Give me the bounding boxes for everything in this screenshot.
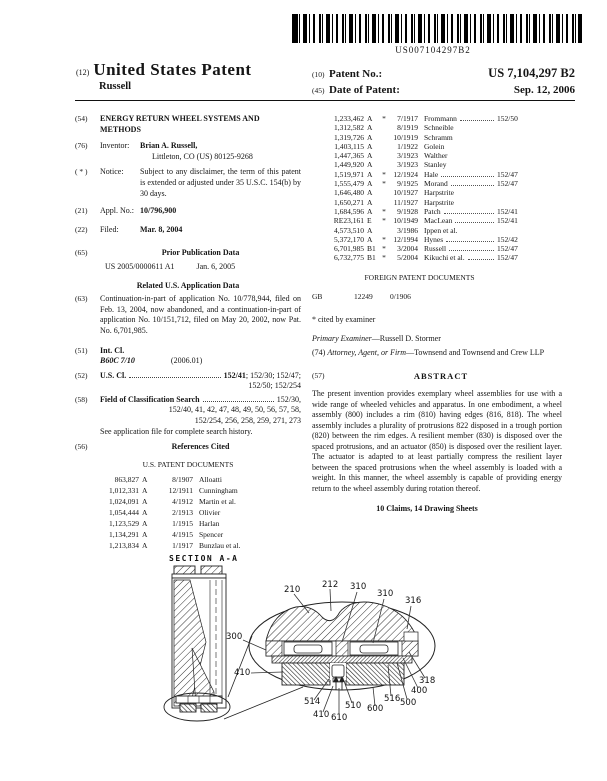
leader-dots bbox=[468, 259, 494, 260]
citation-name: Harlan bbox=[199, 519, 220, 529]
citation-kind: A bbox=[367, 123, 373, 133]
citation-kind: A bbox=[142, 486, 148, 496]
citation-kind: A bbox=[367, 132, 373, 142]
detail-view bbox=[249, 602, 435, 690]
citation-row bbox=[103, 475, 273, 486]
citation-kind: A bbox=[142, 540, 148, 550]
leader-dots bbox=[444, 213, 494, 214]
citation-kind: B1 bbox=[367, 253, 376, 263]
primary-examiner-line bbox=[312, 334, 575, 345]
citation-kind: A bbox=[142, 475, 148, 485]
leader-dots bbox=[129, 377, 220, 378]
attorney-line bbox=[312, 348, 575, 359]
citation-date: 8/1919 bbox=[397, 123, 418, 133]
citation-kind: A bbox=[367, 160, 373, 170]
uscl-label: U.S. Cl. bbox=[100, 370, 127, 380]
patent-no-label: Patent No.: bbox=[329, 68, 383, 80]
uscl-line2: 152/50; 152/254 bbox=[248, 381, 301, 391]
foreign-citation-row bbox=[312, 292, 575, 303]
related-tag: (63) bbox=[75, 294, 88, 304]
leader-dots bbox=[455, 222, 494, 223]
citation-name: Frommann bbox=[424, 114, 457, 123]
citation-kind: A bbox=[367, 151, 373, 161]
intcl-label: Int. Cl. bbox=[100, 345, 125, 355]
citation-date: 1/1922 bbox=[397, 141, 418, 151]
citation-kind: E bbox=[367, 216, 372, 226]
citation-number: 6,701,985 bbox=[334, 244, 364, 254]
citation-date: 8/1907 bbox=[172, 475, 193, 485]
citation-date: 12/1924 bbox=[393, 169, 418, 179]
prior-pub-heading: Prior Publication Data bbox=[161, 248, 240, 258]
citation-number: 1,134,291 bbox=[109, 529, 139, 539]
citation-number: 1,312,582 bbox=[334, 123, 364, 133]
citation-date: 10/1949 bbox=[393, 216, 418, 226]
date-of-patent-row bbox=[312, 84, 575, 96]
abstract-heading: ABSTRACT bbox=[413, 370, 469, 381]
citation-date: 12/1911 bbox=[168, 486, 193, 496]
citation-star: * bbox=[382, 206, 386, 216]
citation-name: Schneible bbox=[424, 123, 454, 133]
citation-date: 4/1912 bbox=[172, 497, 193, 507]
field-label: Field of Classification Search bbox=[100, 394, 200, 404]
citation-date: 7/1917 bbox=[397, 114, 418, 123]
citation-number: 1,319,726 bbox=[334, 132, 364, 142]
field-line3: 152/254, 256, 258, 259, 271, 273 bbox=[194, 416, 301, 426]
citation-date: 3/1923 bbox=[397, 160, 418, 170]
date-value: Sep. 12, 2006 bbox=[513, 84, 575, 96]
citation-name: Harpstrite bbox=[424, 197, 454, 207]
citation-name: Bunzlau et al. bbox=[199, 540, 241, 550]
citation-kind: A bbox=[367, 141, 373, 151]
ref-310a: 310 bbox=[350, 582, 367, 592]
citation-row bbox=[103, 508, 273, 519]
right-column bbox=[312, 114, 575, 515]
citation-number: 1,555,479 bbox=[334, 179, 364, 189]
int-cl-section bbox=[75, 346, 301, 367]
citation-star: * bbox=[382, 234, 386, 244]
uscl-tag: (52) bbox=[75, 370, 88, 380]
citation-row bbox=[312, 142, 527, 151]
citation-row bbox=[312, 114, 527, 123]
citation-star: * bbox=[382, 114, 386, 123]
citation-kind: A bbox=[142, 508, 148, 518]
cited-by-examiner-note: * cited by examiner bbox=[312, 314, 376, 324]
prior-pub-section bbox=[75, 248, 301, 259]
foreign-docs-heading: FOREIGN PATENT DOCUMENTS bbox=[364, 272, 475, 282]
citation-row bbox=[103, 530, 273, 541]
pub-date: Jan. 6, 2005 bbox=[196, 261, 236, 271]
references-heading: References Cited bbox=[171, 442, 230, 452]
leader-dots bbox=[446, 241, 494, 242]
citation-number: 1,123,529 bbox=[109, 519, 139, 529]
inventor-tag: (76) bbox=[75, 141, 88, 151]
citation-row bbox=[312, 160, 527, 169]
citation-date: 3/2004 bbox=[397, 244, 418, 254]
citation-date: 4/1915 bbox=[172, 529, 193, 539]
inventor-surname: Russell bbox=[99, 81, 132, 92]
ref-510: 510 bbox=[345, 701, 362, 711]
citation-star: * bbox=[382, 179, 386, 189]
inventor-label: Inventor: bbox=[100, 141, 130, 151]
citation-number: RE23,161 bbox=[333, 216, 364, 226]
document-header-left bbox=[76, 60, 306, 92]
related-data-section bbox=[75, 294, 301, 336]
citation-class: 152/42 bbox=[497, 234, 518, 244]
citation-star: * bbox=[382, 244, 386, 254]
citation-kind: A bbox=[367, 234, 373, 244]
patent-kind-title bbox=[76, 60, 306, 80]
foreign-country: GB bbox=[312, 292, 323, 302]
ref-400: 400 bbox=[411, 686, 428, 696]
citation-name: Martin et al. bbox=[199, 497, 236, 507]
citation-star: * bbox=[382, 169, 386, 179]
ref-600: 600 bbox=[367, 704, 384, 714]
abstract-text: The present invention provides exemplary wheel assemblies for use with a wide range of wheeled vehicles and apparatus. In one embodiment, a wheel assembly (800) includes a rim (810) having edges (816, 818). The wheel assembly includes a plurality of protrusions 822 disposed in a trough portion (820) between the rim edges. A resilient member (830) is disposed over the spaced protrusions, and an actuator (850) is disposed over the resilient layer. The actuator is adapted to at least partially compress the resilient layer between the spaced protrusions when the wheel assembly is loaded with a weight. In this manner, the wheel assembly is capable of providing energy return to the wheel assembly during rotation thereof. bbox=[312, 389, 562, 493]
citation-name: Russell bbox=[424, 244, 447, 254]
citation-kind: A bbox=[367, 114, 373, 123]
ref-500: 500 bbox=[400, 698, 417, 708]
barcode-number: US007104297B2 bbox=[395, 45, 471, 55]
foreign-number: 12249 bbox=[354, 292, 373, 302]
citation-row bbox=[312, 151, 527, 160]
notice-section bbox=[75, 167, 301, 199]
citation-class: 152/47 bbox=[497, 244, 518, 254]
kind-code-tag: (12) bbox=[76, 68, 90, 77]
appl-label: Appl. No.: bbox=[100, 206, 134, 216]
citation-row bbox=[312, 188, 527, 197]
citation-star: * bbox=[382, 216, 386, 226]
ref-300: 300 bbox=[226, 632, 243, 642]
notice-tag: ( * ) bbox=[75, 167, 88, 177]
citation-name: Kikuchi et al. bbox=[424, 253, 465, 263]
citation-kind: A bbox=[142, 497, 148, 507]
us-patent-citations-right bbox=[312, 114, 527, 263]
citation-name: MacLean bbox=[424, 216, 453, 226]
citation-row bbox=[312, 198, 527, 207]
citation-name: Hynes bbox=[424, 234, 444, 244]
patent-number-row bbox=[312, 66, 575, 81]
us-patent-citations-left bbox=[103, 475, 273, 551]
citation-kind: A bbox=[142, 529, 148, 539]
field-line2: 152/40, 41, 42, 47, 48, 49, 50, 56, 57, 58, bbox=[168, 405, 301, 415]
citation-number: 1,449,920 bbox=[334, 160, 364, 170]
uscl-primary: 152/41 bbox=[223, 370, 246, 380]
attorney-tag: (74) bbox=[312, 348, 328, 358]
citation-number: 1,519,971 bbox=[334, 169, 364, 179]
references-section bbox=[75, 442, 301, 453]
refs-tag: (56) bbox=[75, 442, 88, 452]
pub-number: US 2005/0000611 A1 bbox=[105, 261, 175, 271]
citation-name: Schramm bbox=[424, 132, 453, 142]
ref-318: 318 bbox=[419, 676, 436, 686]
ref-410a: 410 bbox=[234, 668, 251, 678]
inventor-name: Brian A. Russell, bbox=[140, 141, 198, 151]
title-tag: (54) bbox=[75, 114, 88, 123]
citation-date: 3/1923 bbox=[397, 151, 418, 161]
title-section bbox=[75, 114, 301, 135]
ref-310b: 310 bbox=[377, 589, 394, 599]
citation-name: Olivier bbox=[199, 508, 221, 518]
citation-row bbox=[312, 179, 527, 188]
citation-date: 5/2004 bbox=[397, 253, 418, 263]
field-search-section bbox=[75, 395, 301, 437]
citation-row bbox=[312, 170, 527, 179]
citation-class: 152/47 bbox=[497, 179, 518, 189]
section-label: SECTION A-A bbox=[169, 554, 239, 563]
citation-number: 863,827 bbox=[114, 475, 139, 485]
citation-date: 9/1925 bbox=[397, 179, 418, 189]
citation-number: 1,447,365 bbox=[334, 151, 364, 161]
field-line1: 152/30, bbox=[276, 394, 301, 404]
citation-date: 10/1927 bbox=[393, 188, 418, 198]
ref-610: 610 bbox=[331, 713, 348, 723]
citation-date: 2/1913 bbox=[172, 508, 193, 518]
citation-name: Cunningham bbox=[199, 486, 238, 496]
citation-star: * bbox=[382, 253, 386, 263]
date-tag: (45) bbox=[312, 86, 325, 95]
citation-name: Harpstrite bbox=[424, 188, 454, 198]
left-column bbox=[75, 112, 301, 552]
citation-name: Hale bbox=[424, 169, 439, 179]
citation-number: 1,646,480 bbox=[334, 188, 364, 198]
filed-value: Mar. 8, 2004 bbox=[140, 224, 183, 234]
filed-section bbox=[75, 225, 301, 236]
ref-316: 316 bbox=[405, 596, 422, 606]
field-tag: (58) bbox=[75, 394, 88, 404]
filed-tag: (22) bbox=[75, 224, 88, 234]
intcl-tag: (51) bbox=[75, 345, 88, 355]
intcl-version: (2006.01) bbox=[170, 356, 203, 366]
citation-name: Morand bbox=[424, 179, 448, 189]
inventor-section bbox=[75, 141, 301, 162]
citation-kind: A bbox=[367, 188, 373, 198]
appl-tag: (21) bbox=[75, 206, 88, 216]
appl-no-section bbox=[75, 206, 301, 217]
leader-dots bbox=[441, 176, 494, 177]
examiner-name: —Russell D. Stormer bbox=[371, 333, 441, 343]
claims-line: 10 Claims, 14 Drawing Sheets bbox=[376, 504, 478, 514]
header-divider bbox=[75, 100, 575, 101]
citation-number: 1,213,834 bbox=[109, 540, 139, 550]
citation-kind: A bbox=[367, 179, 373, 189]
citation-date: 9/1928 bbox=[397, 206, 418, 216]
prior-pub-line bbox=[75, 262, 301, 273]
citation-row bbox=[312, 216, 527, 225]
citation-kind: A bbox=[142, 519, 148, 529]
date-label: Date of Patent: bbox=[329, 84, 400, 96]
citation-row bbox=[312, 235, 527, 244]
ref-516: 516 bbox=[384, 694, 401, 704]
citation-class: 152/47 bbox=[497, 253, 518, 263]
ref-212: 212 bbox=[322, 580, 339, 590]
abstract-heading-row bbox=[312, 371, 575, 382]
citation-row bbox=[103, 519, 273, 530]
patent-drawing bbox=[0, 548, 607, 781]
us-docs-heading: U.S. PATENT DOCUMENTS bbox=[142, 459, 234, 469]
citation-row bbox=[312, 244, 527, 253]
appl-value: 10/796,900 bbox=[140, 206, 177, 216]
leader-dots bbox=[460, 120, 494, 121]
citation-name: Golein bbox=[424, 141, 445, 151]
attorney-label: Attorney, Agent, or Firm bbox=[327, 348, 407, 358]
citation-number: 5,372,170 bbox=[334, 234, 364, 244]
ref-514: 514 bbox=[304, 697, 321, 707]
citation-class: 152/47 bbox=[497, 169, 518, 179]
pub-tag: (65) bbox=[75, 248, 88, 258]
intcl-class: B60C 7/10 bbox=[100, 356, 135, 366]
attorney-name: —Townsend and Townsend and Crew LLP bbox=[406, 348, 545, 358]
patent-no-tag: (10) bbox=[312, 70, 325, 79]
foreign-date: 0/1906 bbox=[390, 292, 411, 302]
citation-number: 1,684,596 bbox=[334, 206, 364, 216]
citation-kind: A bbox=[367, 206, 373, 216]
citation-row bbox=[103, 497, 273, 508]
ref-210: 210 bbox=[284, 585, 301, 595]
notice-label: Notice: bbox=[100, 167, 124, 177]
invention-title: ENERGY RETURN WHEEL SYSTEMS AND METHODS bbox=[100, 114, 260, 134]
citation-kind: A bbox=[367, 225, 373, 235]
leader-dots bbox=[449, 250, 494, 251]
citation-name: Ippen et al. bbox=[424, 225, 458, 235]
citation-number: 1,233,462 bbox=[334, 114, 364, 123]
citation-class: 152/41 bbox=[497, 206, 518, 216]
filed-label: Filed: bbox=[100, 224, 119, 234]
leader-dots bbox=[203, 401, 274, 402]
examiner-label: Primary Examiner bbox=[312, 333, 372, 343]
citation-row bbox=[312, 123, 527, 132]
citation-date: 1/1915 bbox=[172, 519, 193, 529]
citation-date: 12/1994 bbox=[393, 234, 418, 244]
field-note: See application file for complete search history. bbox=[100, 426, 253, 436]
page-title: United States Patent bbox=[93, 60, 252, 79]
citation-number: 4,573,510 bbox=[334, 225, 364, 235]
citation-number: 1,012,331 bbox=[109, 486, 139, 496]
citation-row bbox=[312, 253, 527, 262]
leader-dots bbox=[451, 185, 494, 186]
barcode bbox=[292, 14, 582, 43]
citation-date: 11/1927 bbox=[393, 197, 418, 207]
citation-number: 1,403,115 bbox=[334, 141, 364, 151]
citation-kind: A bbox=[367, 197, 373, 207]
patent-no-value: US 7,104,297 B2 bbox=[488, 66, 575, 80]
citation-name: Alloatti bbox=[199, 475, 222, 485]
citation-class: 152/41 bbox=[497, 216, 518, 226]
ref-410b: 410 bbox=[313, 710, 330, 720]
abstract-tag: (57) bbox=[312, 370, 325, 380]
citation-row bbox=[312, 207, 527, 216]
citation-number: 1,650,271 bbox=[334, 197, 364, 207]
citation-number: 1,054,444 bbox=[109, 508, 139, 518]
inventor-address: Littleton, CO (US) 80125-9268 bbox=[152, 151, 253, 161]
citation-number: 1,024,091 bbox=[109, 497, 139, 507]
citation-kind: B1 bbox=[367, 244, 376, 254]
citation-kind: A bbox=[367, 169, 373, 179]
related-text: Continuation-in-part of application No. 10/778,944, filed on Feb. 13, 2004, now abandoned, and a continuation-in-part of application No. 10/151,712, filed on May 20, 2002, now Pat. No. 6,701,985. bbox=[100, 294, 301, 335]
citation-date: 10/1919 bbox=[393, 132, 418, 142]
related-data-heading: Related U.S. Application Data bbox=[136, 280, 240, 290]
citation-name: Walther bbox=[424, 151, 448, 161]
citation-name: Spencer bbox=[199, 529, 224, 539]
notice-text: Subject to any disclaimer, the term of this patent is extended or adjusted under 35 U.S.C. 154(b) by 30 days. bbox=[140, 167, 301, 198]
uscl-rest: ; 152/30; 152/47; bbox=[245, 370, 301, 380]
citation-date: 1/1917 bbox=[172, 540, 193, 550]
citation-number: 6,732,775 bbox=[334, 253, 364, 263]
citation-name: Stanley bbox=[424, 160, 447, 170]
citation-name: Patch bbox=[424, 206, 441, 216]
citation-row bbox=[312, 226, 527, 235]
citation-row bbox=[103, 486, 273, 497]
citation-date: 3/1986 bbox=[397, 225, 418, 235]
citation-class: 152/50 bbox=[497, 114, 518, 123]
citation-row bbox=[312, 133, 527, 142]
us-cl-section bbox=[75, 371, 301, 392]
